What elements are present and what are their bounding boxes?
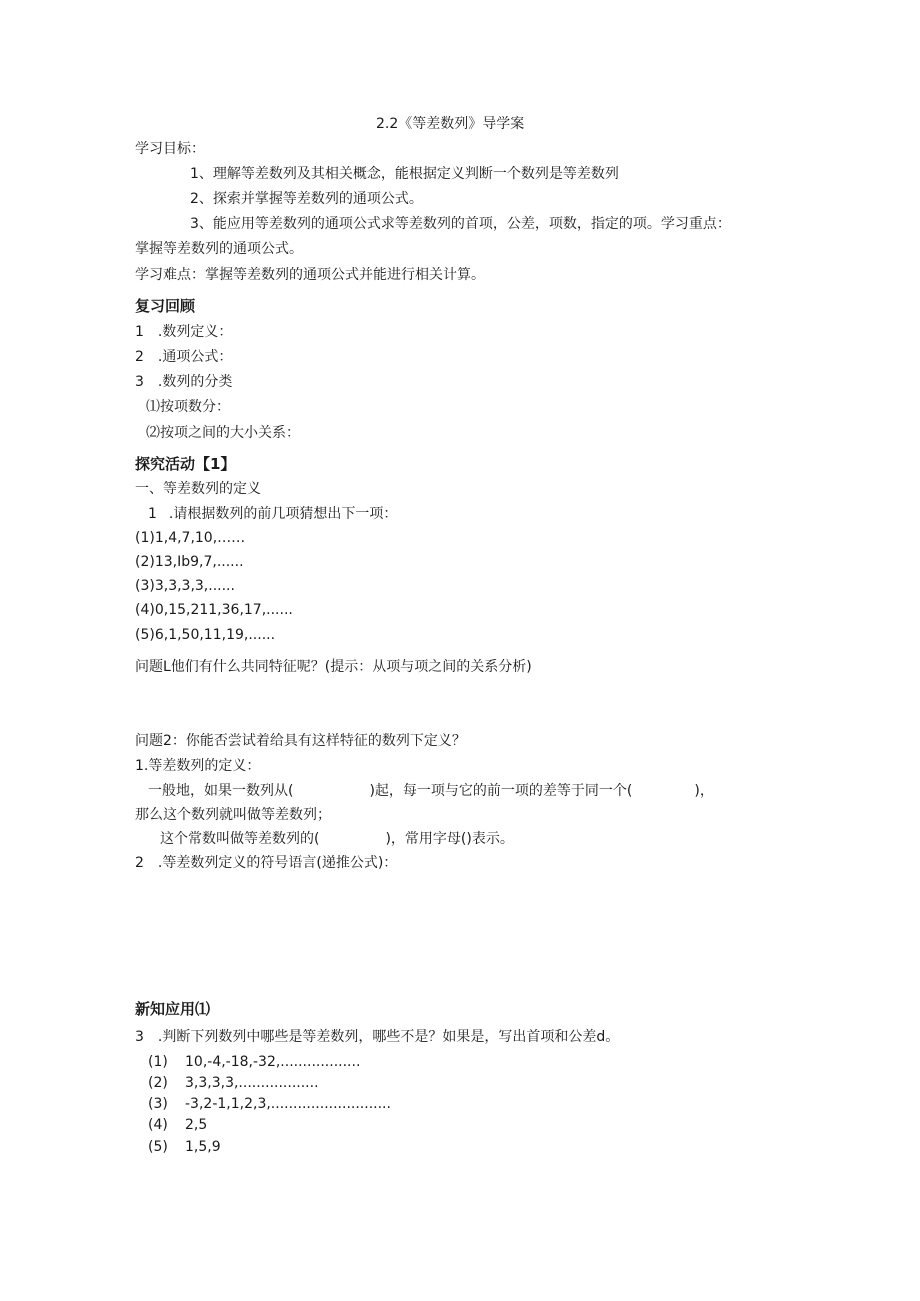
def-text-b: )起，每一项与它的前一项的差等于同一个( (369, 783, 633, 799)
review-item-3 (135, 373, 232, 391)
item-label: (1) (148, 1054, 168, 1070)
sequence-4: (4)0,15,211,36,17,...... (135, 602, 293, 618)
application-item-2 (148, 1074, 319, 1092)
symbol-num: 2 (135, 855, 144, 871)
application-task (135, 1028, 619, 1046)
review-item-text: .通项公式： (157, 349, 233, 365)
sequence-1: (1)1,4,7,10,…… (135, 530, 246, 546)
review-item-text: .数列定义： (157, 324, 233, 340)
item-value: -3,2-1,1,2,3,........................... (185, 1096, 391, 1112)
activity-section: 一、等差数列的定义 (135, 481, 261, 497)
review-item-text: .数列的分类 (157, 374, 233, 390)
application-item-1 (148, 1053, 360, 1071)
task-num: 3 (135, 1029, 144, 1045)
symbol-language (135, 854, 397, 872)
sequence-2: (2)13,Ib9,7,...... (135, 554, 244, 570)
definition-line-1 (148, 782, 714, 800)
application-heading: 新知应用⑴ (135, 1000, 211, 1018)
page-title: 2.2《等差数列》导学案 (376, 116, 525, 132)
review-item-num: 3 (135, 374, 144, 390)
item-value: 3,3,3,3,.................. (185, 1075, 319, 1091)
objective-2: 2、探索并掌握等差数列的通项公式。 (190, 191, 423, 207)
application-item-5 (148, 1138, 221, 1156)
key-point: 掌握等差数列的通项公式。 (135, 241, 303, 257)
item-label: (3) (148, 1096, 168, 1112)
activity-heading: 探究活动【1】 (135, 455, 236, 473)
application-item-4 (148, 1116, 207, 1134)
sequence-3: (3)3,3,3,3,...... (135, 578, 235, 594)
review-item-2 (135, 348, 232, 366)
activity-prompt (148, 505, 397, 523)
review-sub-item-2: ⑵按项之间的大小关系： (146, 425, 300, 441)
def-text-a: 这个常数叫做等差数列的( (160, 831, 320, 847)
review-item-1 (135, 323, 232, 341)
review-item-num: 1 (135, 324, 144, 340)
question-2: 问题2：你能否尝试着给具有这样特征的数列下定义？ (135, 733, 466, 749)
objective-3: 3、能应用等差数列的通项公式求等差数列的首项，公差，项数，指定的项。学习重点： (190, 216, 731, 232)
def-text-b: )，常用字母()表示。 (385, 831, 514, 847)
item-label: (2) (148, 1075, 168, 1091)
def-text-c: )， (694, 783, 714, 799)
def-text-a: 一般地，如果一数列从( (148, 783, 294, 799)
review-item-num: 2 (135, 349, 144, 365)
definition-line-2: 那么这个数列就叫做等差数列； (135, 807, 331, 823)
item-label: (5) (148, 1139, 168, 1155)
objectives-heading: 学习目标： (135, 141, 205, 157)
difficulty: 学习难点：掌握等差数列的通项公式并能进行相关计算。 (135, 267, 485, 283)
question-1: 问题L他们有什么共同特征呢？(提示：从项与项之间的关系分析) (135, 659, 532, 675)
item-value: 1,5,9 (185, 1139, 221, 1155)
definition-heading: 1.等差数列的定义： (135, 758, 261, 774)
item-label: (4) (148, 1117, 168, 1133)
definition-line-3 (160, 830, 514, 848)
prompt-num: 1 (148, 506, 157, 522)
item-value: 10,-4,-18,-32,.................. (185, 1054, 361, 1070)
item-value: 2,5 (185, 1117, 208, 1133)
application-item-3 (148, 1095, 391, 1113)
sequence-5: (5)6,1,50,11,19,...... (135, 627, 276, 643)
review-heading: 复习回顾 (135, 297, 196, 315)
prompt-text: .请根据数列的前几项猜想出下一项： (168, 506, 398, 522)
objective-1: 1、理解等差数列及其相关概念，能根据定义判断一个数列是等差数列 (190, 166, 619, 182)
review-sub-item-1: ⑴按项数分： (146, 399, 230, 415)
symbol-text: .等差数列定义的符号语言(递推公式)： (157, 855, 398, 871)
task-text: .判断下列数列中哪些是等差数列，哪些不是？如果是，写出首项和公差d。 (157, 1029, 620, 1045)
